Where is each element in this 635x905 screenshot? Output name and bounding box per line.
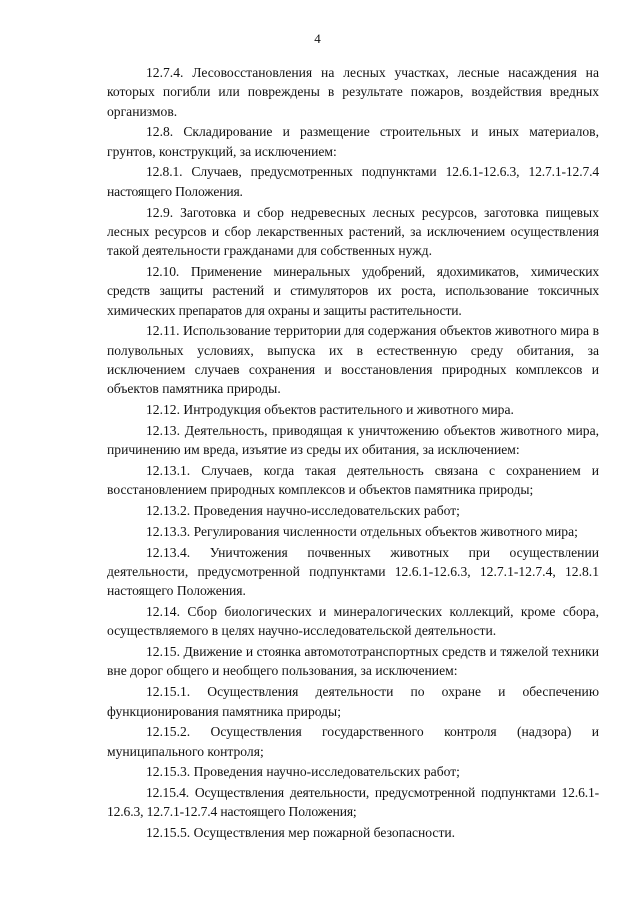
page-number: 4: [314, 31, 321, 46]
paragraph-12-15-4: 12.15.4. Осуществления деятельности, предусмотренной подпунктами 12.6.1-12.6.3, 12.7.1-12.7.4 настоящего Положения;: [107, 785, 599, 820]
paragraph-12-15-3: 12.15.3. Проведения научно-исследовательских работ;: [146, 764, 460, 780]
paragraph-12-13-2: 12.13.2. Проведения научно-исследовательских работ;: [146, 503, 460, 519]
paragraph-12-13-4: 12.13.4. Уничтожения почвенных животных при осуществлении деятельности, предусмотренной подпунктами 12.6.1-12.6.3, 12.7.1-12.7.4, 12.8.1 настоящего Положения.: [107, 544, 599, 599]
paragraph-12-8: 12.8. Складирование и размещение строительных и иных материалов, грунтов, конструкций, за исключением:: [107, 124, 599, 159]
paragraph-12-13-1: 12.13.1. Случаев, когда такая деятельность связана с сохранением и восстановлением природных комплексов и объектов памятника природы;: [107, 462, 599, 498]
paragraph-12-15-5: 12.15.5. Осуществления мер пожарной безопасности.: [146, 825, 456, 841]
paragraph-12-11: 12.11. Использование территории для содержания объектов животного мира в полувольных условиях, выпуска их в естественную среду обитания, за исключением случаев сохранения и восстановления природных комплексов и объектов памятника природы.: [107, 323, 599, 397]
paragraph-12-15-2: 12.15.2. Осуществления государственного контроля (надзора) и муниципального контроля;: [107, 724, 599, 759]
paragraph-12-8-1: 12.8.1. Случаев, предусмотренных подпунктами 12.6.1-12.6.3, 12.7.1-12.7.4 настоящего Положения.: [107, 164, 599, 199]
paragraph-12-15-1: 12.15.1. Осуществления деятельности по охране и обеспечению функционирования памятника природы;: [107, 684, 599, 719]
paragraph-12-9: 12.9. Заготовка и сбор недревесных лесных ресурсов, заготовка пищевых лесных ресурсов и сбор лекарственных растений, за исключением осуществления такой деятельности гражданами для собственных нужд.: [107, 204, 599, 259]
paragraph-12-14: 12.14. Сбор биологических и минералогических коллекций, кроме сбора, осуществляемого в целях научно-исследовательской деятельности.: [107, 604, 599, 639]
paragraph-12-12: 12.12. Интродукция объектов растительного и животного мира.: [146, 402, 514, 418]
paragraph-12-15: 12.15. Движение и стоянка автомототранспортных средств и тяжелой техники вне дорог общего и необщего пользования, за исключением:: [107, 644, 599, 679]
paragraph-12-7-4: 12.7.4. Лесовосстановления на лесных участках, лесные насаждения на которых погибли или повреждены в результате пожаров, воздействия вредных организмов.: [107, 65, 599, 119]
paragraph-12-10: 12.10. Применение минеральных удобрений, ядохимикатов, химических средств защиты растений и стимуляторов их роста, использование токсичных химических препаратов для охраны и защиты растительности.: [107, 263, 599, 318]
document-body: [107, 63, 599, 844]
paragraph-12-13: 12.13. Деятельность, приводящая к уничтожению объектов животного мира, причинению им вреда, изъятие из среды их обитания, за исключением:: [107, 422, 599, 458]
paragraph-12-13-3: 12.13.3. Регулирования численности отдельных объектов животного мира;: [146, 523, 578, 539]
